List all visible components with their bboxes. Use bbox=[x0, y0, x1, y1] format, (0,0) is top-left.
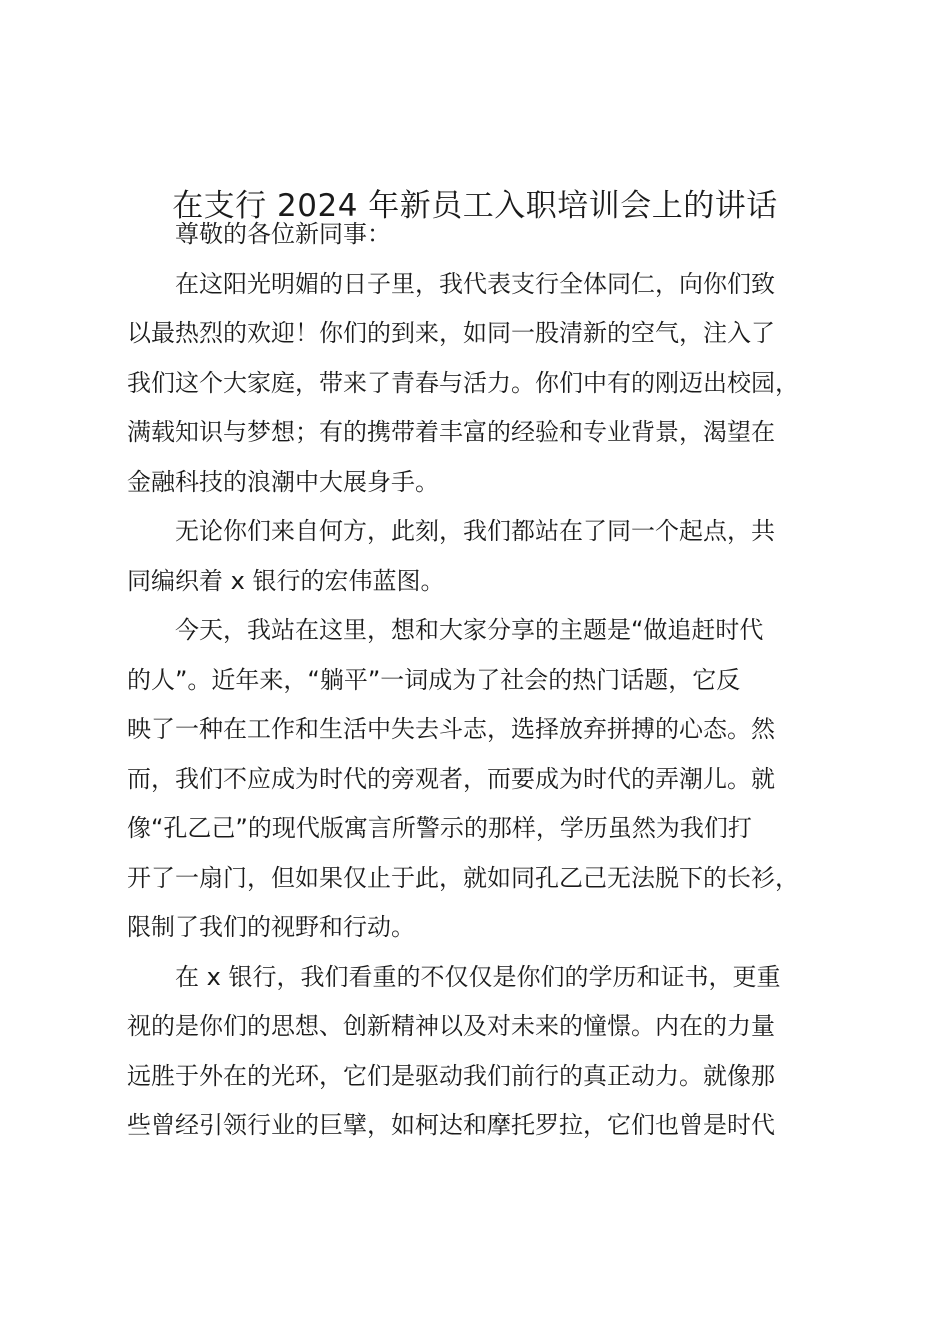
salutation bbox=[127, 210, 847, 260]
text-line: 金融科技的浪潮中大展身手。 bbox=[127, 467, 439, 496]
paragraph bbox=[127, 507, 847, 606]
text-line: 满载知识与梦想；有的携带着丰富的经验和专业背景，渴望在 bbox=[127, 418, 775, 446]
document-body bbox=[127, 210, 847, 1151]
text-line: 在 x 银行，我们看重的不仅仅是你们的学历和证书，更重 bbox=[127, 962, 781, 991]
text-line: 开了一扇门，但如果仅止于此，就如同孔乙己无法脱下的长衫， bbox=[127, 863, 799, 892]
text-line: 远胜于外在的光环，它们是驱动我们前行的真正动力。就像那 bbox=[127, 1061, 775, 1090]
text-line: 我们这个大家庭，带来了青春与活力。你们中有的刚迈出校园， bbox=[127, 368, 799, 397]
text-line: 像“孔乙己”的现代版寓言所警示的那样，学历虽然为我们打 bbox=[127, 814, 752, 842]
paragraph bbox=[127, 260, 847, 508]
text-line: 视的是你们的思想、创新精神以及对未来的憧憬。内在的力量 bbox=[127, 1012, 775, 1040]
document-title: 在支行 2024 年新员工入职培训会上的讲话 bbox=[172, 188, 778, 224]
text-line: 以最热烈的欢迎！你们的到来，如同一股清新的空气，注入了 bbox=[127, 319, 775, 347]
paragraph bbox=[127, 953, 847, 1151]
text-line: 今天，我站在这里，想和大家分享的主题是“做追赶时代 bbox=[127, 616, 764, 644]
text-line: 同编织着 x 银行的宏伟蓝图。 bbox=[127, 566, 445, 595]
text-line: 些曾经引领行业的巨擘，如柯达和摩托罗拉，它们也曾是时代 bbox=[127, 1111, 775, 1139]
paragraph bbox=[127, 606, 847, 953]
salutation-text: 尊敬的各位新同事： bbox=[175, 220, 391, 248]
text-line: 限制了我们的视野和行动。 bbox=[127, 913, 415, 941]
text-line: 的人”。近年来，“躺平”一词成为了社会的热门话题，它反 bbox=[127, 665, 741, 694]
text-line: 在这阳光明媚的日子里，我代表支行全体同仁，向你们致 bbox=[127, 269, 775, 298]
text-line: 映了一种在工作和生活中失去斗志，选择放弃拼搏的心态。然 bbox=[127, 715, 775, 743]
text-line: 无论你们来自何方，此刻，我们都站在了同一个起点，共 bbox=[127, 517, 775, 545]
text-line: 而，我们不应成为时代的旁观者，而要成为时代的弄潮儿。就 bbox=[127, 764, 775, 793]
